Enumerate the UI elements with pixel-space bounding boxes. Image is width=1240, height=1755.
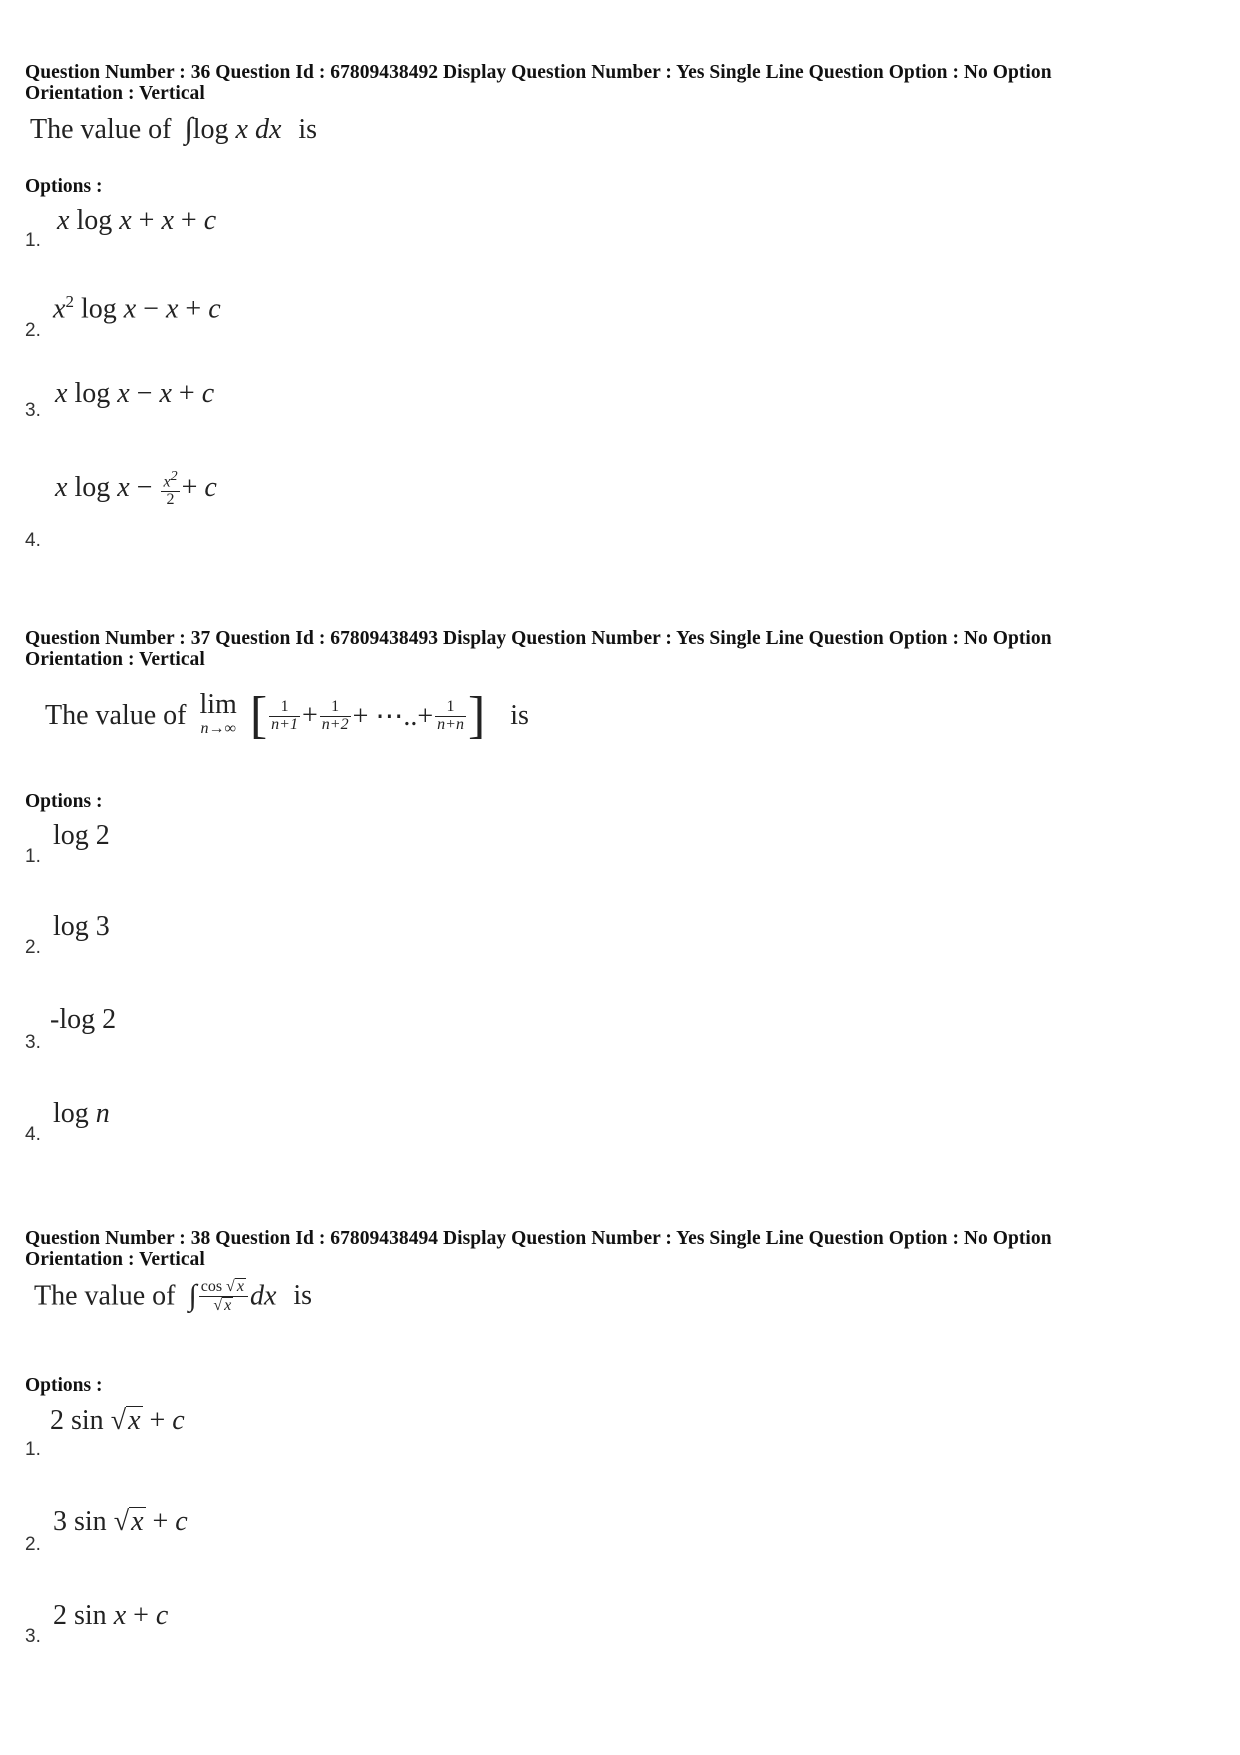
fraction: $\frac{1}{n+2}$ [321, 697, 349, 733]
option-math: $x^2$ log x − x + c [53, 292, 221, 325]
option-math: log n [53, 1098, 110, 1129]
question-header [25, 628, 1215, 670]
option-number: 4. [25, 1124, 41, 1145]
option-math: x log x − $\frac{x^2}{2}$ + c [55, 469, 217, 509]
limit-operator: lim n→∞ [199, 689, 237, 737]
question-37 [25, 628, 1215, 670]
question-text [30, 112, 317, 146]
option-math: log 3 [53, 911, 110, 942]
header-line-1: Question Number : 36 Question Id : 67809438492 Display Question Number : Yes Single Line Question Option : No Option [25, 62, 1052, 83]
header-line-1: Question Number : 38 Question Id : 67809438494 Display Question Number : Yes Single Line Question Option : No Option [25, 1228, 1052, 1249]
option-1[interactable] [25, 205, 625, 265]
option-number: 2. [25, 937, 41, 958]
question-tail: is [293, 1280, 313, 1312]
option-number: 4. [25, 530, 41, 551]
question-header [25, 62, 1215, 104]
option-number: 3. [25, 1032, 41, 1053]
option-2[interactable] [25, 292, 625, 352]
question-text: The value of ∫ $\frac{\cos √ x}{√ x}$ dx is [34, 1278, 313, 1314]
question-lead: The value of [30, 114, 172, 145]
question-lead: The value of [34, 1280, 176, 1312]
fraction: $\frac{\cos √ x}{√ x}$ [199, 1278, 248, 1315]
fraction: $\frac{x^2}{2}$ [163, 469, 178, 509]
question-38 [25, 1228, 1215, 1270]
option-math: x log x − x + c [55, 378, 215, 409]
option-math: -log 2 [50, 1004, 117, 1035]
header-line-2: Orientation : Vertical [25, 83, 205, 104]
option-1[interactable] [25, 1405, 625, 1465]
fraction: $\frac{1}{n+1}$ [271, 697, 298, 733]
question-tail: is [298, 114, 318, 145]
option-2[interactable] [25, 911, 625, 971]
options-label: Options : [25, 176, 103, 197]
option-3[interactable] [25, 1004, 625, 1064]
header-line-1: Question Number : 37 Question Id : 67809438493 Display Question Number : Yes Single Line Question Option : No Option [25, 628, 1052, 649]
option-math: 2 sin √x + c [50, 1405, 185, 1436]
question-header [25, 1228, 1215, 1270]
header-line-2: Orientation : Vertical [25, 649, 205, 670]
option-number: 1. [25, 230, 41, 251]
option-3[interactable] [25, 1600, 625, 1660]
options-label: Options : [25, 791, 103, 812]
question-text: The value of lim n→∞ [ $\frac{1}{n+1}$ + $\frac{1}{n+2}$ + ⋯..+ $\frac{1}{n+n}$ ] is [45, 687, 529, 744]
option-math: log 2 [53, 820, 110, 851]
question-lead: The value of [45, 700, 187, 731]
option-2[interactable] [25, 1506, 625, 1566]
question-36 [25, 62, 1215, 104]
fraction: $\frac{1}{n+n}$ [437, 697, 464, 733]
options-label: Options : [25, 1375, 103, 1396]
option-number: 3. [25, 400, 41, 421]
option-math: 2 sin x + c [53, 1600, 169, 1631]
option-number: 1. [25, 846, 41, 867]
question-math: ∫log x dx [184, 112, 282, 145]
option-4[interactable] [25, 462, 625, 552]
header-line-2: Orientation : Vertical [25, 1249, 205, 1270]
option-number: 3. [25, 1626, 41, 1647]
option-number: 2. [25, 1534, 41, 1555]
option-math: 3 sin √x + c [53, 1506, 188, 1537]
option-number: 2. [25, 320, 41, 341]
option-4[interactable] [25, 1098, 625, 1158]
option-3[interactable] [25, 378, 625, 438]
option-1[interactable] [25, 820, 625, 880]
option-number: 1. [25, 1439, 41, 1460]
option-math: x log x + x + c [57, 205, 217, 236]
question-tail: is [510, 700, 529, 731]
